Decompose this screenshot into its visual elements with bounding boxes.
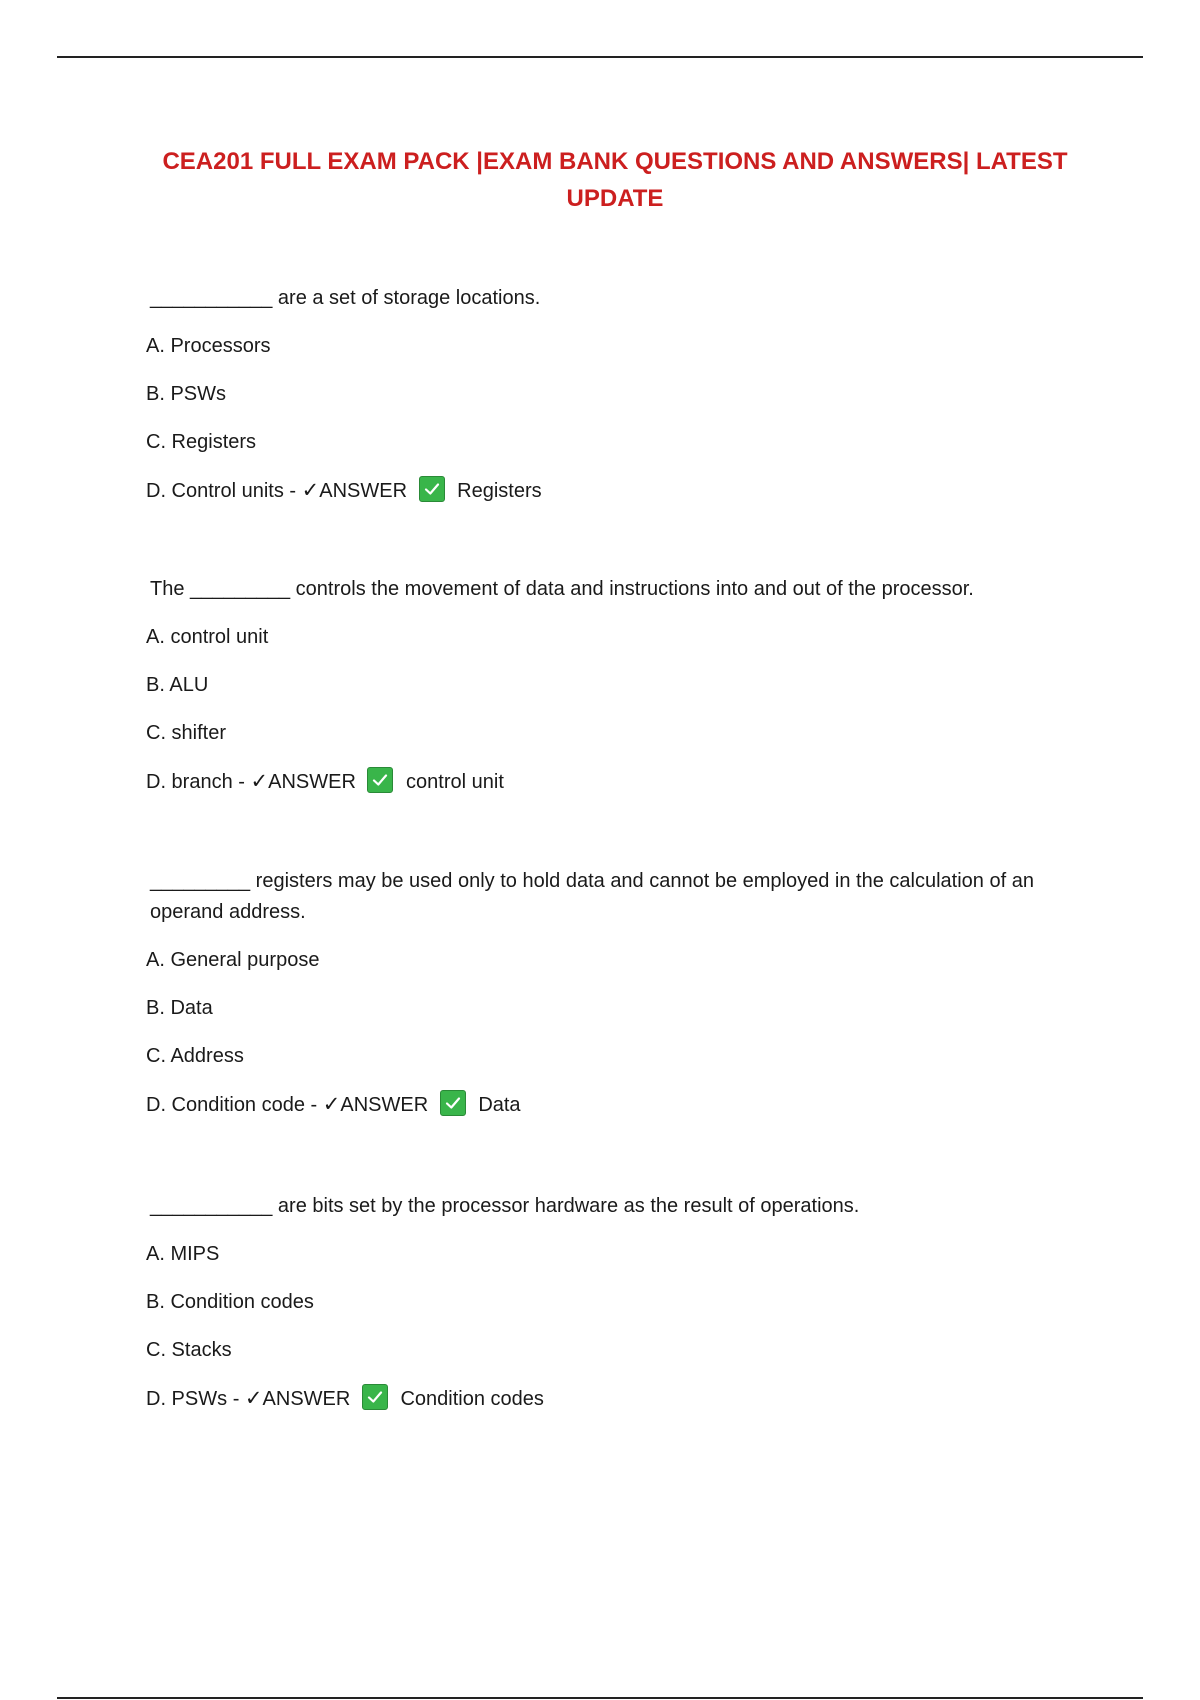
answer-label: ANSWER (319, 480, 408, 502)
top-rule (57, 56, 1143, 58)
option-c: C. Stacks (146, 1339, 232, 1361)
option-d: D. branch (146, 771, 233, 793)
answer-label: ANSWER (340, 1094, 429, 1116)
option-d: D. Condition code (146, 1094, 305, 1116)
question-block (146, 866, 1096, 1137)
option-d-with-answer (146, 475, 1096, 506)
check-mark-icon: ✓ (244, 1387, 263, 1410)
question-block (146, 574, 1096, 814)
option-b: B. PSWs (146, 383, 227, 405)
correct-answer: control unit (406, 771, 504, 793)
option-d-with-answer (146, 1383, 1096, 1414)
answer-label: ANSWER (262, 1388, 351, 1410)
green-check-box-icon (440, 1090, 466, 1116)
option-a: A. Processors (146, 335, 271, 357)
green-check-box-icon (419, 476, 445, 502)
option-b: B. Data (146, 997, 213, 1019)
bottom-rule (57, 1697, 1143, 1699)
option-d: D. PSWs (146, 1388, 228, 1410)
option-d: D. Control units (146, 480, 284, 502)
option-a: A. MIPS (146, 1243, 220, 1265)
answer-separator: - (289, 480, 297, 502)
check-mark-icon: ✓ (301, 479, 320, 502)
green-check-box-icon (367, 767, 393, 793)
option-d-with-answer (146, 1089, 1096, 1120)
green-check-box-icon (362, 1384, 388, 1410)
check-mark-icon: ✓ (322, 1093, 341, 1116)
check-mark-icon: ✓ (250, 770, 269, 793)
question-stem: The _________ controls the movement of data and instructions into and out of the processor. (150, 578, 974, 600)
correct-answer: Data (478, 1094, 521, 1116)
option-c: C. shifter (146, 722, 227, 744)
question-block (146, 283, 1096, 523)
option-c: C. Registers (146, 431, 257, 453)
answer-label: ANSWER (268, 771, 356, 793)
question-stem: _________ registers may be used only to hold data and cannot be employed in the calculation of an operand address. (150, 870, 1040, 923)
answer-separator: - (232, 1388, 240, 1410)
correct-answer: Registers (457, 480, 542, 502)
answer-separator: - (310, 1094, 318, 1116)
option-a: A. control unit (146, 626, 269, 648)
answer-separator: - (238, 771, 245, 793)
correct-answer: Condition codes (400, 1388, 544, 1410)
option-b: B. ALU (146, 674, 209, 696)
option-d-with-answer (146, 766, 1096, 797)
option-b: B. Condition codes (146, 1291, 314, 1313)
document-title: CEA201 FULL EXAM PACK |EXAM BANK QUESTIONS AND ANSWERS| LATEST UPDATE (162, 148, 1068, 212)
option-c: C. Address (146, 1045, 244, 1067)
question-block (146, 1191, 1096, 1431)
question-stem: ___________ are bits set by the processor hardware as the result of operations. (150, 1195, 860, 1217)
question-stem: ___________ are a set of storage locations. (150, 287, 541, 309)
option-a: A. General purpose (146, 949, 320, 971)
